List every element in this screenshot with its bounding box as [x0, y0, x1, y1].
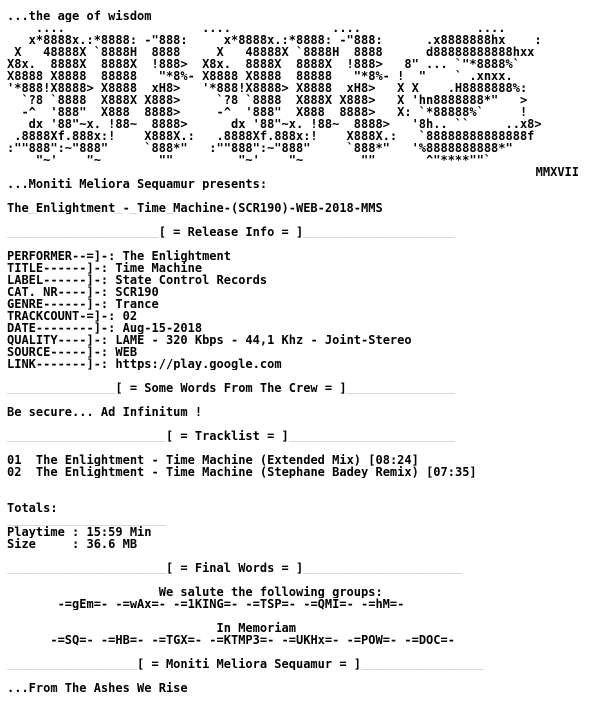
ascii-logo-line: :""888":~"888" `888*" :""888":~"888" `888*" '%8888888888*"	[7, 142, 513, 154]
info-value: The Enlightment	[122, 250, 231, 262]
info-row	[7, 310, 592, 322]
spacer	[7, 214, 592, 226]
track-duration: [07:35]	[426, 466, 477, 478]
spacer	[7, 490, 592, 502]
info-key: LABEL------]-:	[7, 274, 109, 286]
memoriam-list: -=SQ=- -=HB=- -=TGX=- -=KTMP3=- -=UKHx=- -=POW=- -=DOC=-	[50, 634, 455, 646]
info-row	[7, 322, 592, 334]
info-key: SOURCE-----]-:	[7, 346, 109, 358]
info-row	[7, 358, 592, 370]
section-header-tracklist: ______________________[ = Tracklist = ]_______________________	[7, 430, 455, 442]
crew-message: Be secure... Ad Infinitum !	[7, 406, 203, 418]
info-row	[7, 298, 592, 310]
info-value: Trance	[115, 298, 159, 310]
spacer	[7, 370, 592, 382]
track-artist: The Enlightment	[35, 466, 145, 478]
ascii-logo-line: .8888Xf.888x:! X888X.: .8888Xf.888x:! X888X.: `88888888888888f	[7, 130, 535, 142]
info-key: GENRE------]-:	[7, 298, 109, 310]
info-row	[7, 262, 592, 274]
totals-rule: ______________________	[7, 514, 166, 526]
salute-title: We salute the following groups:	[158, 586, 383, 598]
groups-list: -=gEm=- -=wAx=- -=1KING=- -=TSP=- -=QMI=- -=hM=-	[57, 598, 405, 610]
info-value: Time Machine	[115, 262, 203, 274]
info-key: PERFORMER--=]-:	[7, 250, 116, 262]
track-row: 01 The Enlightment - Time Machine (Extended Mix) [08:24]	[7, 454, 419, 466]
totals-size-row: Size : 36.6 MB	[7, 538, 138, 550]
spacer	[7, 478, 592, 490]
memoriam-title: In Memoriam	[216, 622, 296, 634]
track-title: Time Machine (Stephane Badey Remix)	[165, 466, 419, 478]
info-key: DATE--------]-:	[7, 322, 116, 334]
info-row	[7, 250, 592, 262]
spacer	[7, 646, 592, 658]
info-key: LINK-------]-:	[7, 358, 109, 370]
info-value: LAME - 320 Kbps - 44,1 Khz - Joint-Stereo	[115, 334, 412, 346]
playtime-label: Playtime	[7, 526, 65, 538]
track-title: Time Machine (Extended Mix)	[165, 454, 362, 466]
section-header-release-info: _____________________[ = Release Info = ]_____________________	[7, 226, 455, 238]
spacer	[7, 418, 592, 430]
info-key: CAT. NR----]-:	[7, 286, 109, 298]
section-header-crew-words: _______________[ = Some Words From The Crew = ]_______________	[7, 382, 455, 394]
release-name: The_Enlightment_-_Time_Machine-(SCR190)-WEB-2018-MMS	[7, 202, 383, 214]
info-row	[7, 286, 592, 298]
spacer	[7, 238, 592, 250]
ascii-logo-line: X 48888X `8888H 8888 X 48888X `8888H 8888 d88888888888hxx	[7, 46, 535, 58]
info-row	[7, 346, 592, 358]
ascii-logo-line: X8888 X8888 88888 "*8%- X8888 X8888 88888 "*8%- ! " ` .xnxx.	[7, 70, 513, 82]
info-value: 02	[122, 310, 138, 322]
ascii-logo-line: "~' "~ "" "~' "~ "" ^"****""`	[7, 154, 492, 166]
closing-text: ...From The Ashes We Rise	[7, 682, 188, 694]
ascii-logo-line: '*888!X8888> X8888 xH8> '*888!X8888> X8888 xH8> X X .H8888888%:	[7, 82, 528, 94]
track-artist: The Enlightment	[35, 454, 145, 466]
spacer	[7, 670, 592, 682]
spacer	[7, 442, 592, 454]
logo-year: MMXVII	[535, 166, 579, 178]
ascii-logo-line: x*8888x.:*8888: -"888: x*8888x.:*8888: -"888: .x8888888hx :	[7, 34, 542, 46]
spacer	[7, 394, 592, 406]
ascii-logo-line: -^ '888" X888 8888> -^ '888" X888 8888> X: `*88888%` !	[7, 106, 528, 118]
playtime-value: 15:59 Min	[86, 526, 152, 538]
tagline: ...the age of wisdom	[7, 10, 152, 22]
spacer	[7, 574, 592, 586]
track-number: 02	[7, 466, 22, 478]
size-label: Size	[7, 538, 36, 550]
info-value: https://play.google.com	[115, 358, 282, 370]
ascii-logo-line: X8x. 8888X 8888X !888> X8x. 8888X 8888X !888> 8" ... `"*8888%`	[7, 58, 520, 70]
info-value: SCR190	[115, 286, 159, 298]
totals-label: Totals:	[7, 502, 58, 514]
info-value: Aug-15-2018	[122, 322, 203, 334]
info-key: TRACKCOUNT-=]-:	[7, 310, 116, 322]
ascii-logo-line: `?8 `8888 X888X X888> `?8 `8888 X888X X888> X 'hn8888888*" >	[7, 94, 528, 106]
spacer	[7, 550, 592, 562]
info-key: QUALITY----]-:	[7, 334, 109, 346]
info-row	[7, 334, 592, 346]
ascii-logo-line: dx '88"~x. !88~ 8888> dx '88"~x. !88~ 8888> '8h.. `` ..x8>	[7, 118, 542, 130]
size-value: 36.6 MB	[86, 538, 138, 550]
info-row	[7, 274, 592, 286]
spacer	[7, 190, 592, 202]
info-value: State Control Records	[115, 274, 268, 286]
section-header-final-words: ______________________[ = Final Words = ]______________________	[7, 562, 463, 574]
info-value: WEB	[115, 346, 138, 358]
intro-text: ...Moniti Meliora Sequamur presents:	[7, 178, 268, 190]
section-header-footer: __________________[ = Moniti Meliora Sequamur = ]_________________	[7, 658, 484, 670]
track-duration: [08:24]	[368, 454, 419, 466]
spacer	[7, 610, 592, 622]
track-number: 01	[7, 454, 22, 466]
ascii-logo-line: .... .... .... ....	[7, 22, 506, 34]
track-row: 02 The Enlightment - Time Machine (Stephane Badey Remix) [07:35]	[7, 466, 477, 478]
totals-playtime-row: Playtime : 15:59 Min	[7, 526, 152, 538]
info-key: TITLE------]-:	[7, 262, 109, 274]
